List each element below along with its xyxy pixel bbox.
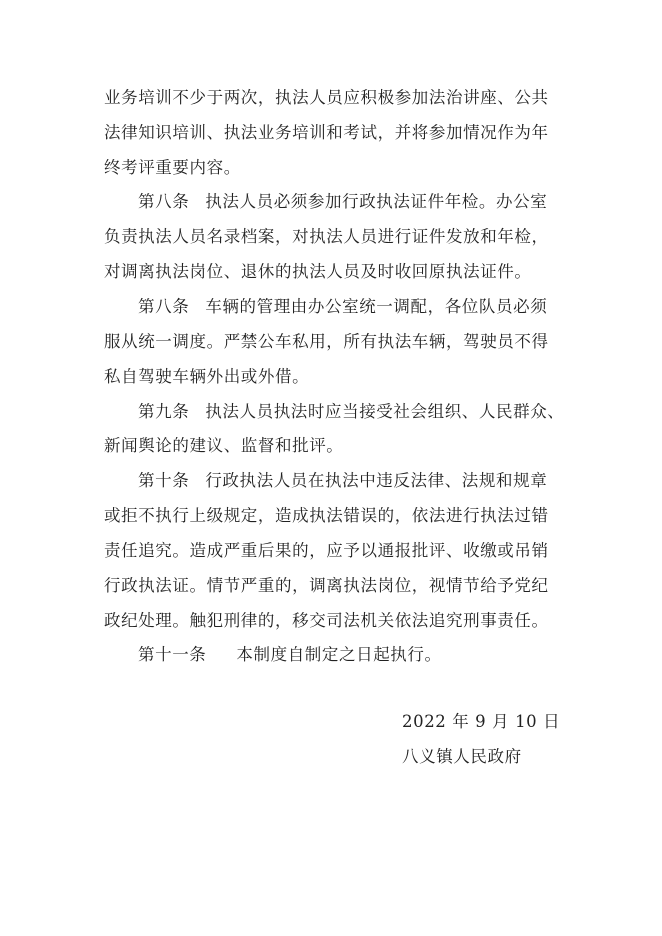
body-line: 政纪处理。触犯刑律的，移交司法机关依法追究刑事责任。 <box>104 611 549 630</box>
body-line: 私自驾驶车辆外出或外借。 <box>104 367 310 386</box>
body-line: 对调离执法岗位、退休的执法人员及时收回原执法证件。 <box>104 262 532 281</box>
body-line: 或拒不执行上级规定，造成执法错误的，依法进行执法过错 <box>104 506 549 525</box>
body-line: 车辆的管理由办公室统一调配，各位队员必须 <box>205 297 548 316</box>
article-number: 第九条 <box>138 402 190 421</box>
article-number: 第十条 <box>138 471 190 490</box>
body-line: 行政执法证。情节严重的，调离执法岗位，视情节给予党纪 <box>104 576 549 595</box>
body-line: 行政执法人员在执法中违反法律、法规和规章 <box>205 471 548 490</box>
article-paragraph <box>138 192 547 212</box>
body-line: 业务培训不少于两次，执法人员应积极参加法治讲座、公共 <box>104 88 549 107</box>
body-line: 法律知识培训、执法业务培训和考试，并将参加情况作为年 <box>104 123 549 142</box>
body-line: 服从统一调度。严禁公车私用，所有执法车辆，驾驶员不得 <box>104 332 549 351</box>
body-line: 本制度自制定之日起执行。 <box>236 645 442 664</box>
body-line: 责任追究。造成严重后果的，应予以通报批评、收缴或吊销 <box>104 541 549 560</box>
article-number: 第八条 <box>138 297 190 316</box>
article-number: 第十一条 <box>138 645 207 664</box>
article-number: 第八条 <box>138 192 190 211</box>
body-line: 终考评重要内容。 <box>104 158 241 177</box>
article-paragraph <box>138 645 442 665</box>
document-date: 2022 年 9 月 10 日 <box>402 712 561 731</box>
article-paragraph <box>138 471 547 491</box>
body-line: 执法人员必须参加行政执法证件年检。办公室 <box>205 192 548 211</box>
body-line: 负责执法人员名录档案，对执法人员进行证件发放和年检， <box>104 227 549 246</box>
body-line: 执法人员执法时应当接受社会组织、人民群众、 <box>205 402 565 421</box>
article-paragraph <box>138 402 564 422</box>
article-paragraph <box>138 297 547 317</box>
body-line: 新闻舆论的建议、监督和批评。 <box>104 436 344 455</box>
issuing-authority: 八义镇人民政府 <box>402 747 522 766</box>
